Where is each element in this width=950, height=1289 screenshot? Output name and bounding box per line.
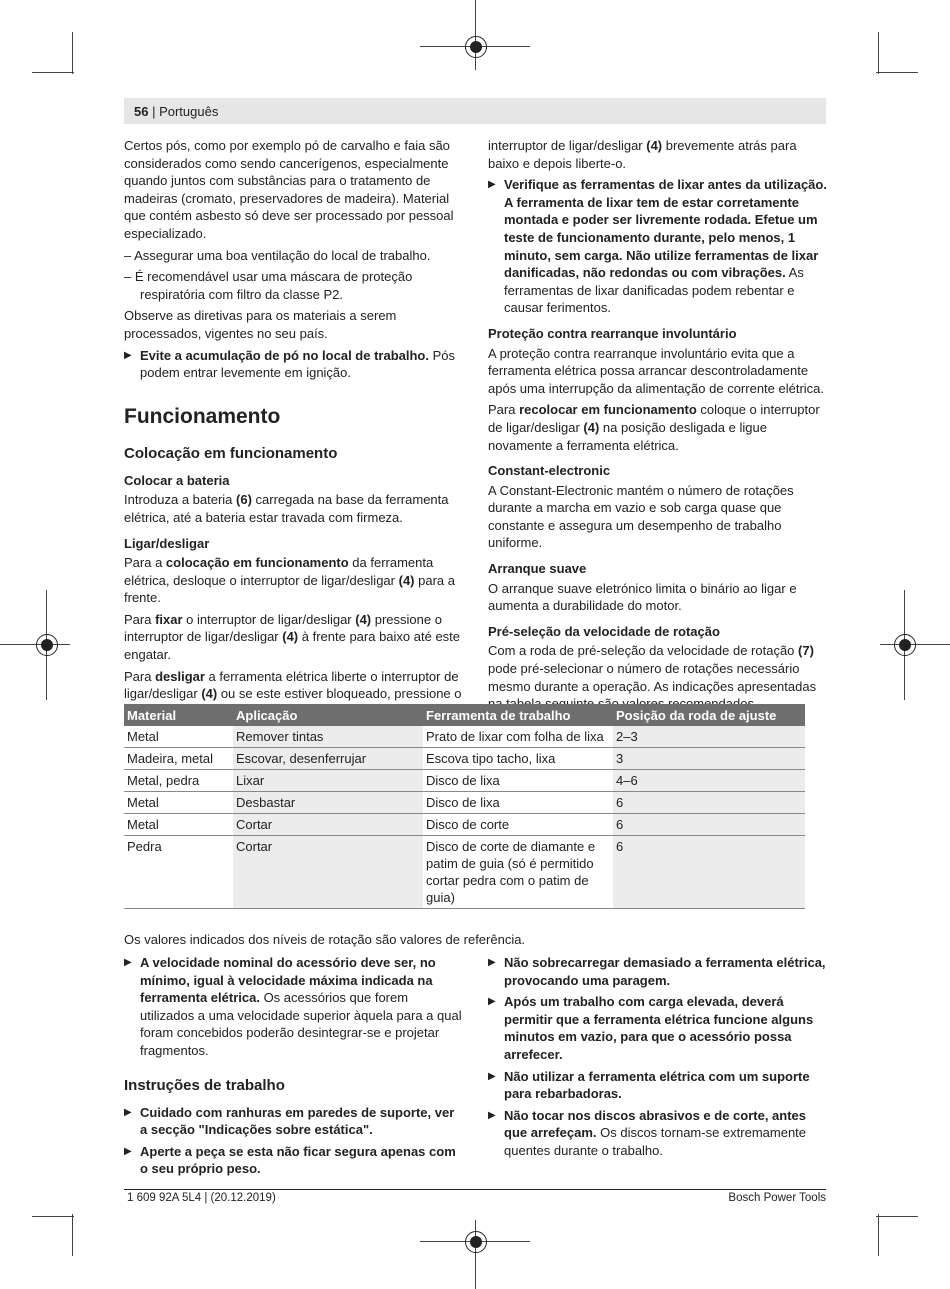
table-header: Ferramenta de trabalho [423, 704, 613, 726]
grinder-stand-warning: ▶ Não utilizar a ferramenta elétrica com um suporte para rebarbadoras. [488, 1068, 828, 1103]
protection-paragraph: A proteção contra rearranque involuntário evita que a ferramenta elétrica possa arrancar descontroladamente após uma interrupção da alimentação de corrente elétrica. [488, 345, 825, 396]
table-row [124, 814, 805, 836]
table-cell: 6 [613, 792, 805, 814]
footer-document-id: 1 609 92A 5L4 | (20.12.2019) [127, 1192, 276, 1204]
table-cell: Escovar, desenferrujar [233, 748, 423, 770]
crop-mark [72, 1214, 73, 1256]
table-cell: 2–3 [613, 726, 805, 748]
table-row [124, 770, 805, 792]
table-cell: 6 [613, 814, 805, 836]
table-cell: Disco de corte de diamante e patim de guia (só é permitido cortar pedra com o patim de guia) [423, 836, 613, 909]
registration-target-icon [465, 1231, 487, 1253]
restart-paragraph: Para recolocar em funcionamento coloque o interruptor de ligar/desligar (4) na posição desligada e ligue novamente a ferramenta elétrica. [488, 402, 820, 453]
ventilation-item: – Assegurar uma boa ventilação do local de trabalho. [124, 247, 431, 263]
subsection-title-instrucoes: Instruções de trabalho [124, 1076, 285, 1094]
table-cell: Cortar [233, 814, 423, 836]
constant-paragraph: A Constant-Electronic mantém o número de rotações durante a marcha em vazio e sob carga quase que constante e assegura um desempenho de trabalho uniforme. [488, 482, 794, 551]
heading-protecao: Proteção contra rearranque involuntário [488, 325, 737, 341]
crop-mark [32, 1216, 74, 1217]
table-cell: Disco de lixa [423, 770, 613, 792]
subsection-title-colocacao: Colocação em funcionamento [124, 444, 338, 462]
page-number: 56 [134, 104, 149, 119]
table-header: Material [124, 704, 233, 726]
dust-accumulation-warning: ▶ Evite a acumulação de pó no local de trabalho. Pós podem entrar levemente em ignição. [124, 347, 464, 382]
footer-rule [124, 1189, 826, 1190]
switch-off-paragraph: Para desligar a ferramenta elétrica liberte o interruptor de ligar/desligar (4) ou se este estiver bloqueado, pressione o [124, 668, 462, 702]
overload-warning: ▶ Não sobrecarregar demasiado a ferramenta elétrica, provocando uma paragem. [488, 954, 828, 989]
table-cell: 4–6 [613, 770, 805, 792]
table-cell: Metal, pedra [124, 770, 233, 792]
crop-mark [72, 32, 73, 74]
table-footnote: Os valores indicados dos níveis de rotação são valores de referência. [124, 932, 526, 947]
table-cell: Lixar [233, 770, 423, 792]
cooldown-warning: ▶ Após um trabalho com carga elevada, deverá permitir que a ferramenta elétrica funcione alguns minutos em vazio, para que o acessório possa arrefecer. [488, 993, 828, 1063]
switch-off-continuation: interruptor de ligar/desligar (4) brevemente atrás para baixo e depois liberte-o. [488, 138, 797, 171]
switch-on-paragraph: Para a colocação em funcionamento da ferramenta elétrica, desloque o interruptor de ligar/desligar (4) para a frente. [124, 555, 455, 606]
dust-warning-paragraph: Certos pós, como por exemplo pó de carvalho e faia são considerados como sendo cancerígenos, especialmente quando juntos com substâncias para o tratamento de madeiras (cromato, preservadores de madeira). Material que contém asbesto só deve ser processado por pessoal especializado. [124, 138, 454, 241]
crop-mark [876, 1216, 918, 1217]
registration-target-icon [36, 634, 58, 656]
left-column [124, 137, 464, 707]
table-cell: Metal [124, 726, 233, 748]
table-row [124, 836, 805, 909]
table-row [124, 748, 805, 770]
section-title-funcionamento: Funcionamento [124, 404, 281, 428]
table-cell: 3 [613, 748, 805, 770]
lower-right-column [488, 954, 828, 1164]
right-column [488, 137, 828, 717]
registration-line [475, 0, 476, 70]
clamp-workpiece-warning: ▶ Aperte a peça se esta não ficar segura apenas com o seu próprio peso. [124, 1143, 464, 1178]
lower-left-column [124, 954, 464, 1182]
table-cell: Cortar [233, 836, 423, 909]
table-cell: Prato de lixar com folha de lixa [423, 726, 613, 748]
heading-ligar-desligar: Ligar/desligar [124, 535, 210, 551]
crop-mark [876, 72, 918, 73]
registration-target-icon [894, 634, 916, 656]
table-row [124, 726, 805, 748]
table-cell: Pedra [124, 836, 233, 909]
speed-settings-table [124, 704, 805, 909]
table-row [124, 792, 805, 814]
preselection-paragraph: Com a roda de pré-seleção da velocidade de rotação (7) pode pré-selecionar o número de rotações necessário mesmo durante a operação. As indicações apresentadas [488, 643, 817, 694]
table-cell: 6 [613, 836, 805, 909]
page-header [124, 98, 826, 124]
hot-discs-warning: ▶ Não tocar nos discos abrasivos e de corte, antes que arrefeçam. Os discos tornam-se extremamente quentes durante o trabalho. [488, 1107, 828, 1160]
table-cell: Metal [124, 792, 233, 814]
battery-paragraph: Introduza a bateria (6) carregada na base da ferramenta elétrica, até a bateria estar travada com firmeza. [124, 492, 449, 525]
table-cell: Disco de lixa [423, 792, 613, 814]
heading-constant-electronic: Constant-electronic [488, 463, 611, 479]
table-cell: Remover tintas [233, 726, 423, 748]
table-header: Posição da roda de ajuste [613, 704, 805, 726]
lock-paragraph: Para fixar o interruptor de ligar/desligar (4) pressione o interruptor de ligar/desligar (4) à frente para baixo até este engatar. [124, 611, 461, 663]
verify-tools-warning: ▶ Verifique as ferramentas de lixar antes da utilização. A ferramenta de lixar tem de estar corretamente montada e poder ser livremente rodada. Efetue um teste de funcionamento durante, pelo menos, 1 minuto, sem carga. Não utilize ferramentas de lixar danificadas, não redondas ou com vibrações. As ferramentas de lixar danificadas podem rebentar e causar ferimentos. [488, 176, 828, 317]
registration-target-icon [465, 36, 487, 58]
footer-brand: Bosch Power Tools [728, 1192, 826, 1204]
crop-mark [878, 32, 879, 74]
crop-mark [32, 72, 74, 73]
slots-warning: ▶ Cuidado com ranhuras em paredes de suporte, ver a secção "Indicações sobre estática". [124, 1104, 464, 1139]
table-cell: Metal [124, 814, 233, 836]
heading-colocar-bateria: Colocar a bateria [124, 472, 230, 488]
table-cell: Escova tipo tacho, lixa [423, 748, 613, 770]
table-cell: Desbastar [233, 792, 423, 814]
language-label: Português [159, 104, 219, 119]
rated-speed-warning: ▶ A velocidade nominal do acessório deve ser, no mínimo, igual à velocidade máxima indicada na ferramenta elétrica. Os acessórios que forem utilizados a uma velocidade superior àquela para a qual foram concebidos poderão desintegrar-se e projetar fragmentos. [124, 954, 464, 1060]
mask-item: – É recomendável usar uma máscara de proteção respiratória com filtro da classe P2. [124, 269, 413, 302]
heading-arranque-suave: Arranque suave [488, 561, 587, 577]
table-header: Aplicação [233, 704, 423, 726]
observe-paragraph: Observe as diretivas para os materiais a serem processados, vigentes no seu país. [124, 308, 397, 341]
table-header-row [124, 704, 805, 726]
page-header-text: 56 | Português [134, 104, 219, 119]
crop-mark [878, 1214, 879, 1256]
soft-start-paragraph: O arranque suave eletrónico limita o binário ao ligar e aumenta a durabilidade do motor. [488, 580, 797, 614]
registration-line [0, 644, 70, 645]
heading-preselecao: Pré-seleção da velocidade de rotação [488, 623, 720, 639]
table-cell: Madeira, metal [124, 748, 233, 770]
table-cell: Disco de corte [423, 814, 613, 836]
